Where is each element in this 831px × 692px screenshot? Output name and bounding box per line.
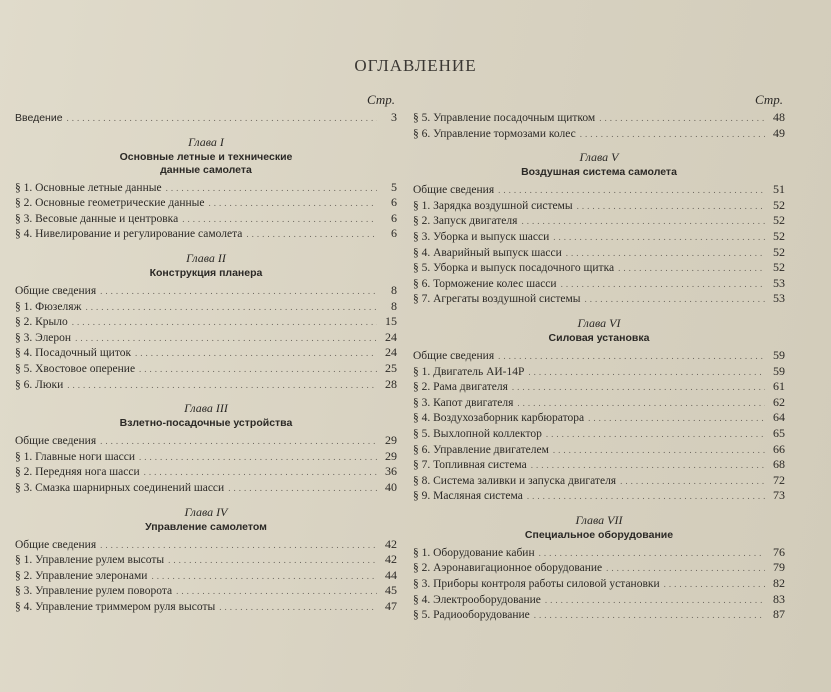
toc-entry xyxy=(413,426,785,442)
leader-dots xyxy=(67,378,377,394)
toc-entry xyxy=(15,314,397,330)
entry-title: § 6. Торможение колес шасси xyxy=(413,277,557,290)
page-column-header: Стр. xyxy=(755,92,783,107)
chapter-title xyxy=(15,151,397,177)
leader-dots xyxy=(85,300,377,316)
entry-page: 52 xyxy=(773,197,785,212)
leader-dots xyxy=(208,196,377,212)
toc-entry xyxy=(15,361,397,377)
leader-dots xyxy=(176,584,377,600)
entry-page: 36 xyxy=(385,464,397,479)
entry-title: § 1. Двигатель АИ-14Р xyxy=(413,365,525,378)
toc-entry xyxy=(15,583,397,599)
entry-page: 59 xyxy=(773,363,785,378)
chapter-title-line: Силовая установка xyxy=(548,331,650,344)
leader-dots xyxy=(553,230,765,246)
toc-entry xyxy=(413,126,785,142)
entry-page: 52 xyxy=(773,260,785,275)
entry-title: § 2. Передняя нога шасси xyxy=(15,466,140,479)
entry-title: § 1. Управление рулем высоты xyxy=(15,554,165,567)
toc-entry xyxy=(413,473,785,489)
entry-title: § 1. Оборудование кабин xyxy=(413,546,535,559)
leader-dots xyxy=(528,365,765,381)
entry-title: § 5. Хвостовое оперение xyxy=(15,362,136,375)
entry-page: 49 xyxy=(773,125,785,140)
toc-entry xyxy=(413,442,785,458)
chapter-title-line: Конструкция планера xyxy=(149,266,263,279)
leader-dots xyxy=(219,600,377,616)
entry-page: 76 xyxy=(773,544,785,559)
leader-dots xyxy=(144,465,377,481)
entry-page: 6 xyxy=(391,195,397,210)
entry-page: 53 xyxy=(773,291,785,306)
toc-entry xyxy=(15,226,397,242)
toc-entry xyxy=(15,377,397,393)
entry-title: § 4. Нивелирование и регулирование самолета xyxy=(15,228,243,241)
leader-dots xyxy=(566,246,765,262)
leader-dots xyxy=(498,183,765,199)
entry-title: § 5. Управление посадочным щитком xyxy=(413,112,596,124)
entry-page: 52 xyxy=(773,228,785,243)
entry-page: 44 xyxy=(385,567,397,582)
chapter-label: Глава VI xyxy=(577,315,621,330)
entry-title: § 4. Управление триммером руля высоты xyxy=(15,600,216,613)
entry-title: § 3. Элерон xyxy=(15,331,72,344)
chapter-label: Глава III xyxy=(184,401,228,416)
entry-page: 83 xyxy=(773,591,785,606)
entry-page: 29 xyxy=(385,433,397,448)
chapter-label: Глава I xyxy=(188,134,224,149)
leader-dots xyxy=(545,593,765,609)
chapter-title xyxy=(413,166,785,179)
toc-entry xyxy=(15,449,397,465)
chapter-label: Глава V xyxy=(579,150,619,165)
toc-entry xyxy=(413,395,785,411)
entry-title: § 9. Масляная система xyxy=(413,490,523,503)
chapter-title xyxy=(413,529,785,542)
entry-title: § 2. Рама двигателя xyxy=(413,381,508,394)
entry-title: § 3. Капот двигателя xyxy=(413,396,514,409)
entry-page: 72 xyxy=(773,472,785,487)
toc-entry xyxy=(413,457,785,473)
toc-entry xyxy=(413,607,785,623)
leader-dots xyxy=(527,489,765,505)
entry-title: § 2. Запуск двигателя xyxy=(413,215,518,228)
toc-entry xyxy=(413,545,785,561)
leader-dots xyxy=(100,434,377,450)
entry-page: 82 xyxy=(773,576,785,591)
toc-entry xyxy=(15,464,397,480)
toc-entry xyxy=(15,283,397,299)
entry-title: Общие сведения xyxy=(15,435,97,448)
leader-dots xyxy=(151,569,377,585)
toc-entry xyxy=(15,537,397,553)
entry-page: 25 xyxy=(385,360,397,375)
toc-title: ОГЛАВЛЕНИЕ xyxy=(354,56,477,75)
entry-page: 42 xyxy=(385,552,397,567)
leader-dots xyxy=(135,346,377,362)
chapter-label: Глава IV xyxy=(184,504,228,519)
page-column-header: Стр. xyxy=(367,92,395,107)
toc-entry xyxy=(413,276,785,292)
entry-page: 48 xyxy=(773,110,785,124)
entry-title: Введение xyxy=(15,112,63,124)
entry-page: 45 xyxy=(385,583,397,598)
leader-dots xyxy=(620,474,765,490)
entry-title: Общие сведения xyxy=(413,184,495,197)
entry-title: § 1. Зарядка воздушной системы xyxy=(413,199,573,212)
toc-entry xyxy=(413,348,785,364)
toc-entry xyxy=(413,198,785,214)
leader-dots xyxy=(166,181,377,197)
entry-title: § 6. Люки xyxy=(15,378,64,391)
toc-entry xyxy=(413,592,785,608)
entry-title: § 7. Топливная система xyxy=(413,459,527,472)
entry-page: 59 xyxy=(773,347,785,362)
toc-entry xyxy=(413,213,785,229)
toc-entry xyxy=(15,480,397,496)
leader-dots xyxy=(553,443,765,459)
entry-title: § 5. Уборка и выпуск посадочного щитка xyxy=(413,262,615,275)
chapter-title xyxy=(15,417,397,430)
leader-dots xyxy=(75,331,377,347)
chapter-title xyxy=(15,521,397,534)
toc-entry xyxy=(413,245,785,261)
chapter-title-line: Специальное оборудование xyxy=(524,528,674,541)
entry-page: 53 xyxy=(773,275,785,290)
leader-dots xyxy=(577,199,765,215)
toc-entry xyxy=(15,552,397,568)
entry-title: § 2. Основные геометрические данные xyxy=(15,197,205,210)
toc-entry xyxy=(413,379,785,395)
leader-dots xyxy=(534,608,765,624)
entry-page: 47 xyxy=(385,598,397,613)
entry-title: Общие сведения xyxy=(413,349,495,362)
entry-title: § 8. Система заливки и запуска двигателя xyxy=(413,474,617,487)
chapter-title xyxy=(413,332,785,345)
toc-entry xyxy=(413,260,785,276)
leader-dots xyxy=(517,396,765,412)
entry-title: § 4. Посадочный щиток xyxy=(15,347,132,360)
leader-dots xyxy=(539,546,765,562)
toc-entry xyxy=(413,410,785,426)
entry-title: § 3. Управление рулем поворота xyxy=(15,585,173,598)
entry-title: § 1. Главные ноги шасси xyxy=(15,450,136,463)
entry-page: 64 xyxy=(773,410,785,425)
toc-entry xyxy=(15,299,397,315)
entry-page: 87 xyxy=(773,607,785,622)
toc-entry xyxy=(15,599,397,615)
chapter-title xyxy=(15,267,397,280)
leader-dots xyxy=(168,553,377,569)
entry-page: 73 xyxy=(773,488,785,503)
entry-page: 51 xyxy=(773,182,785,197)
entry-page: 6 xyxy=(391,226,397,241)
toc-entry xyxy=(15,568,397,584)
chapter-title-line: Взлетно-посадочные устройства xyxy=(119,417,293,430)
entry-title: § 2. Крыло xyxy=(15,316,68,329)
chapter-title-line: Управление самолетом xyxy=(145,520,267,533)
leader-dots xyxy=(618,261,765,277)
toc-entry xyxy=(15,110,397,126)
entry-title: § 7. Агрегаты воздушной системы xyxy=(413,293,581,306)
entry-title: § 5. Радиооборудование xyxy=(413,609,530,622)
chapter-title-line: данные самолета xyxy=(160,163,252,176)
entry-title: Общие сведения xyxy=(15,284,97,297)
entry-page: 40 xyxy=(385,479,397,494)
leader-dots xyxy=(561,277,765,293)
leader-dots xyxy=(139,362,377,378)
entry-page: 3 xyxy=(391,110,397,124)
leader-dots xyxy=(100,538,377,554)
chapter-label: Глава II xyxy=(186,250,226,265)
leader-dots xyxy=(182,212,377,228)
entry-title: § 5. Выхлопной коллектор xyxy=(413,427,542,440)
entry-page: 68 xyxy=(773,457,785,472)
toc-entry xyxy=(15,180,397,196)
toc-entry xyxy=(15,433,397,449)
leader-dots xyxy=(72,315,377,331)
toc-entry xyxy=(413,110,785,126)
leader-dots xyxy=(599,111,765,127)
toc-entry xyxy=(413,364,785,380)
leader-dots xyxy=(498,349,765,365)
entry-page: 8 xyxy=(391,298,397,313)
toc-entry xyxy=(413,576,785,592)
entry-title: § 3. Приборы контроля работы силовой установки xyxy=(413,578,660,591)
leader-dots xyxy=(228,481,377,497)
entry-title: § 2. Управление элеронами xyxy=(15,569,148,582)
leader-dots xyxy=(546,427,765,443)
entry-title: § 4. Аварийный выпуск шасси xyxy=(413,246,562,259)
entry-page: 29 xyxy=(385,448,397,463)
entry-page: 24 xyxy=(385,345,397,360)
chapter-label: Глава VII xyxy=(575,512,623,527)
leader-dots xyxy=(606,561,765,577)
entry-page: 65 xyxy=(773,425,785,440)
entry-page: 5 xyxy=(391,179,397,194)
leader-dots xyxy=(67,111,377,127)
entry-page: 79 xyxy=(773,560,785,575)
entry-page: 62 xyxy=(773,394,785,409)
entry-title: § 6. Управление тормозами колес xyxy=(413,127,576,140)
entry-page: 15 xyxy=(385,314,397,329)
entry-page: 66 xyxy=(773,441,785,456)
leader-dots xyxy=(100,284,377,300)
toc-right-column xyxy=(413,92,785,623)
entry-title: § 4. Электрооборудование xyxy=(413,593,541,606)
toc-entry xyxy=(413,291,785,307)
leader-dots xyxy=(246,227,377,243)
toc-entry xyxy=(413,182,785,198)
chapter-title-line: Основные летные и технические xyxy=(119,150,293,163)
entry-page: 52 xyxy=(773,244,785,259)
toc-entry xyxy=(413,560,785,576)
entry-title: § 2. Аэронавигационное оборудование xyxy=(413,562,603,575)
toc-entry xyxy=(15,211,397,227)
entry-title: § 3. Весовые данные и центровка xyxy=(15,212,179,225)
entry-title: § 4. Воздухозаборник карбюратора xyxy=(413,412,585,425)
leader-dots xyxy=(139,450,377,466)
entry-page: 24 xyxy=(385,329,397,344)
toc-left-column xyxy=(15,92,397,614)
leader-dots xyxy=(584,292,765,308)
entry-title: § 1. Основные летные данные xyxy=(15,181,162,194)
leader-dots xyxy=(588,411,765,427)
toc-entry xyxy=(15,345,397,361)
toc-entry xyxy=(413,488,785,504)
leader-dots xyxy=(531,458,765,474)
entry-page: 61 xyxy=(773,379,785,394)
toc-entry xyxy=(15,195,397,211)
entry-title: § 6. Управление двигателем xyxy=(413,443,549,456)
leader-dots xyxy=(521,214,765,230)
chapter-title-line: Воздушная система самолета xyxy=(521,166,677,179)
leader-dots xyxy=(664,577,765,593)
entry-title: § 3. Уборка и выпуск шасси xyxy=(413,230,550,243)
leader-dots xyxy=(580,127,765,143)
entry-title: Общие сведения xyxy=(15,538,97,551)
entry-page: 52 xyxy=(773,213,785,228)
entry-title: § 3. Смазка шарнирных соединений шасси xyxy=(15,481,225,494)
entry-page: 28 xyxy=(385,376,397,391)
entry-title: § 1. Фюзеляж xyxy=(15,300,82,313)
entry-page: 6 xyxy=(391,210,397,225)
leader-dots xyxy=(512,380,765,396)
toc-entry xyxy=(15,330,397,346)
entry-page: 42 xyxy=(385,536,397,551)
toc-entry xyxy=(413,229,785,245)
entry-page: 8 xyxy=(391,282,397,297)
